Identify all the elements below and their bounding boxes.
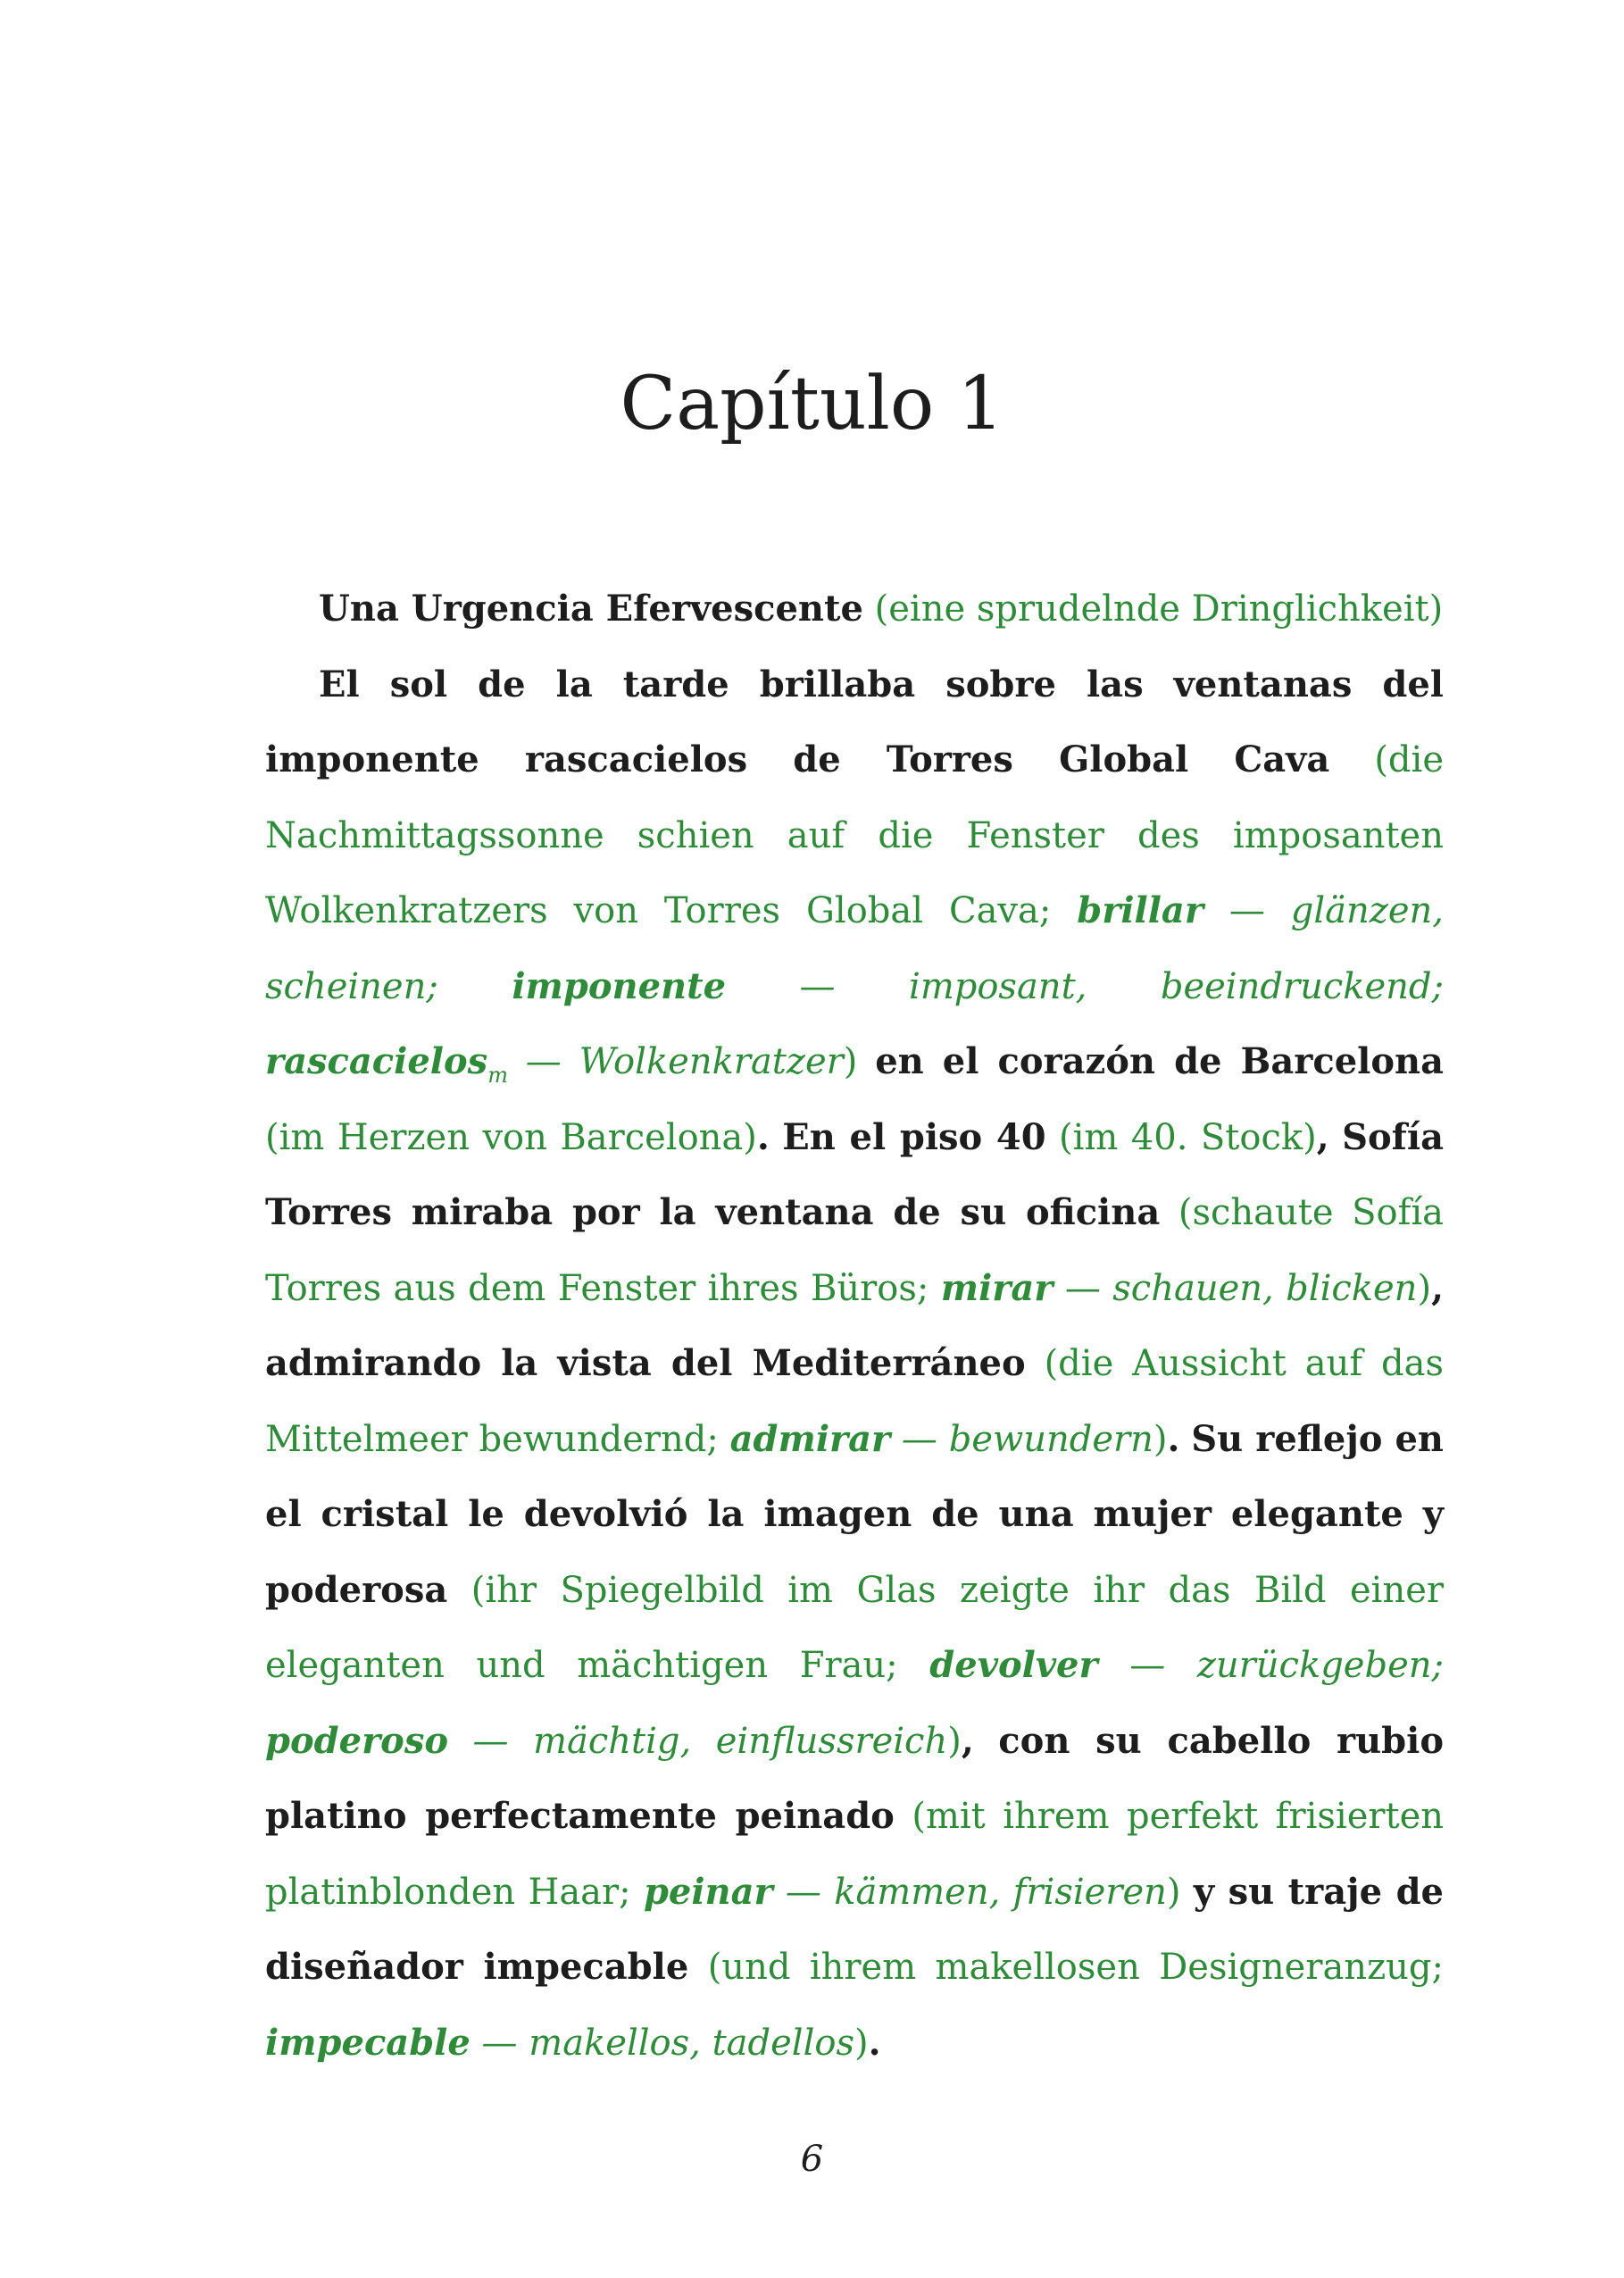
vocab-headword: mirar (940, 1266, 1054, 1309)
vocab-gloss: — zurückgeben; (1097, 1645, 1444, 1686)
german-heading-translation: (eine sprudelnde Dringlichkeit) (874, 588, 1444, 630)
punctuation: , (1431, 1266, 1444, 1309)
spanish-sentence-1: El sol de la tarde brillaba sobre las ventanas del imponente rascacielos de Torres Global Cava (265, 663, 1444, 780)
spanish-sentence-4: Sofía Torres miraba por la ventana de su oficina (265, 1115, 1444, 1233)
vocab-headword: devolver (929, 1644, 1098, 1686)
vocab-headword: brillar (1077, 889, 1203, 931)
punctuation: . (756, 1115, 770, 1158)
vocab-gloss: — mächtig, einflussreich (448, 1720, 948, 1762)
vocab-headword: peinar (643, 1870, 773, 1913)
translation-text: (und ihrem makellosen Designeranzug; (707, 1947, 1444, 1988)
chapter-title: Capítulo 1 (620, 362, 1004, 446)
translation-close: ) (854, 2022, 869, 2064)
translation-close: ) (843, 1041, 858, 1082)
vocab-gloss: — glänzen, scheinen; (265, 890, 1444, 1007)
page-number: 6 (800, 2139, 824, 2180)
vocab-headword: admirar (729, 1417, 891, 1460)
spanish-heading: Una Urgencia Efervescente (319, 588, 863, 630)
story-paragraph (265, 647, 1444, 2082)
translation-text: (die Aussicht auf das Mittelmeer bewundernd; (265, 1343, 1445, 1460)
vocab-gloss: — schauen, blicken (1053, 1267, 1418, 1309)
gender-marker: m (487, 1063, 508, 1088)
punctuation: . (868, 2021, 881, 2064)
translation-text: (schaute Sofía Torres aus dem Fenster ihres Büros; (265, 1192, 1445, 1309)
spanish-sentence-8: y su traje de diseñador impecable (265, 1870, 1444, 1988)
vocab-headword: poderoso (265, 1719, 449, 1762)
vocab-gloss: — makellos, tadellos (470, 2022, 854, 2064)
vocab-gloss: — kämmen, frisieren (772, 1871, 1167, 1913)
german-translation-1 (265, 739, 1445, 1088)
translation-close: ) (1166, 1871, 1181, 1913)
spanish-sentence-7: con su cabello rubio platino perfectamente peinado (265, 1719, 1444, 1837)
vocab-headword: impecable (265, 2021, 471, 2064)
german-translation-3: (im 40. Stock) (1059, 1116, 1317, 1158)
spanish-sentence-6: Su reflejo en el cristal le devolvió la imagen de una mujer elegante y poderosa (265, 1417, 1445, 1611)
spanish-sentence-5: admirando la vista del Mediterráneo (265, 1342, 1026, 1384)
translation-text: (die Nachmittagssonne schien auf die Fenster des imposanten Wolkenkratzers von Torres Global Cava; (265, 739, 1445, 931)
vocab-headword: imponente (512, 964, 727, 1007)
translation-close: ) (947, 1720, 962, 1762)
vocab-gloss: — bewundern (890, 1418, 1153, 1460)
translation-text: (mit ihrem perfekt frisierten platinblonden Haar; (265, 1796, 1444, 1913)
section-heading-paragraph (265, 572, 1444, 647)
spanish-sentence-2: en el corazón de Barcelona (875, 1040, 1445, 1082)
chapter-body (265, 572, 1444, 2081)
punctuation: . (1167, 1417, 1180, 1460)
german-translation-2: (im Herzen von Barcelona) (265, 1116, 757, 1158)
translation-close: ) (1153, 1418, 1168, 1460)
translation-text: (ihr Spiegelbild im Glas zeigte ihr das Bild einer eleganten und mächtigen Frau; (265, 1569, 1445, 1686)
translation-close: ) (1417, 1267, 1432, 1309)
spanish-sentence-3: En el piso 40 (782, 1115, 1046, 1158)
vocab-headword: rascacielos (265, 1040, 488, 1082)
punctuation: , (961, 1719, 974, 1762)
punctuation: , (1316, 1115, 1329, 1158)
vocab-gloss: — Wolkenkratzer (507, 1041, 844, 1082)
vocab-gloss: — imposant, beeindruckend; (726, 965, 1444, 1007)
